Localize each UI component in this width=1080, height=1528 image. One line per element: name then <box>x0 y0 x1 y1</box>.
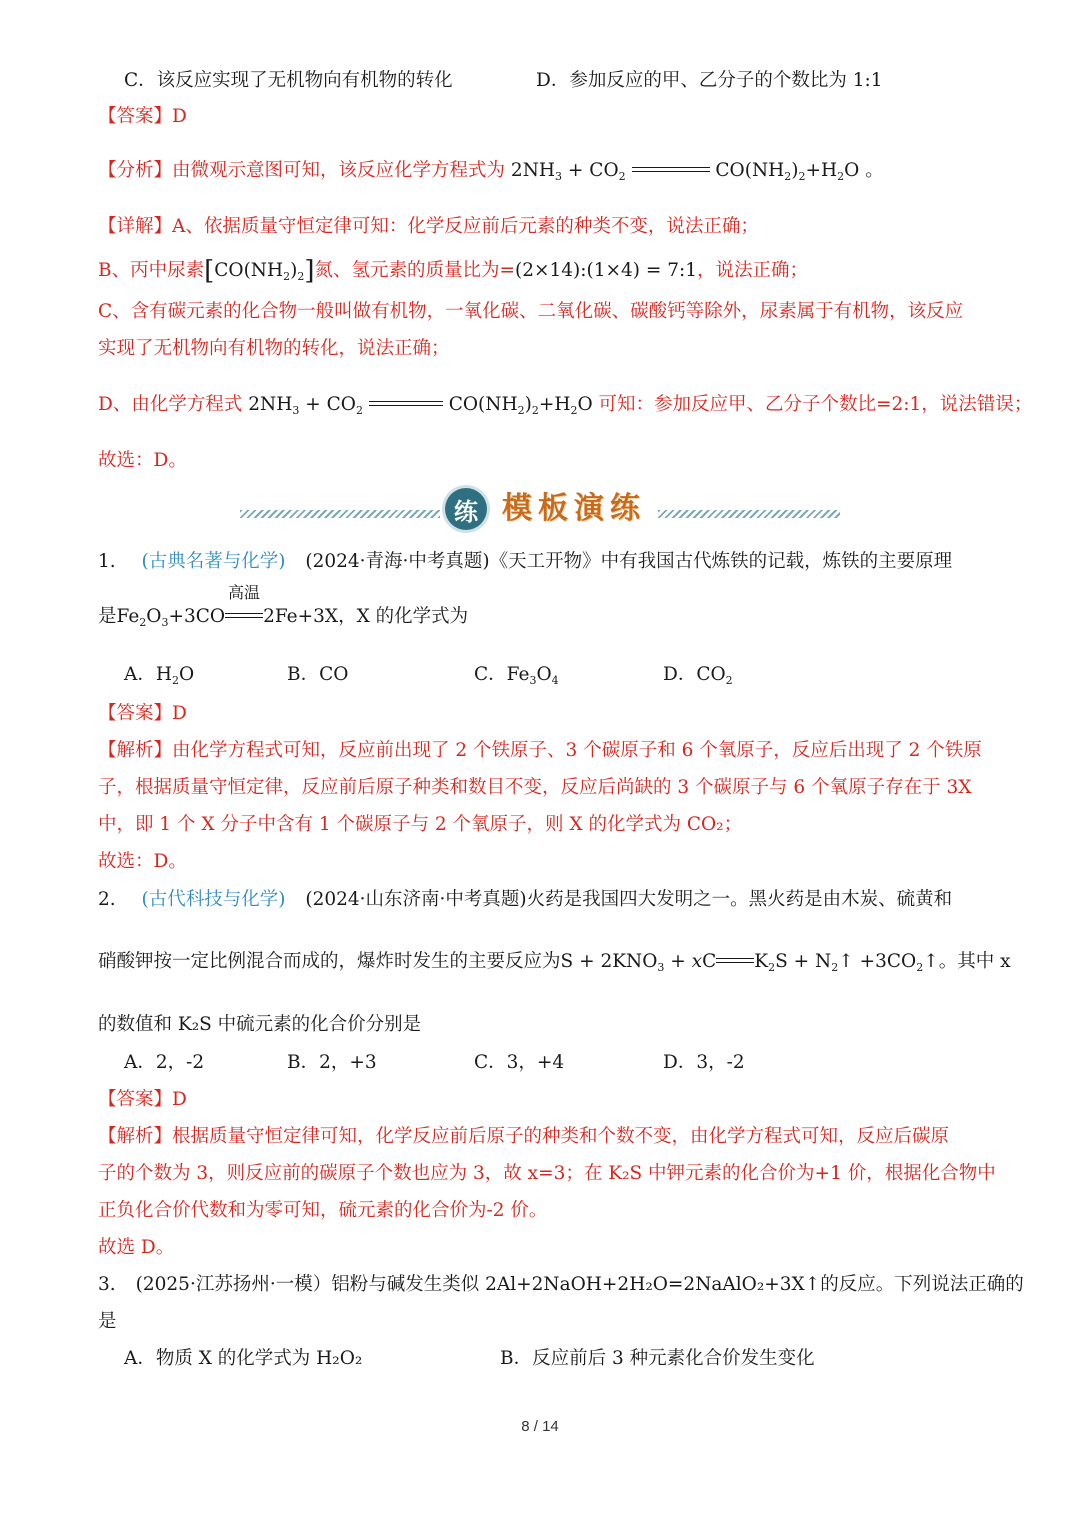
q1-option-b: B．CO <box>287 664 349 685</box>
detail-tag: 【详解】 <box>98 216 173 237</box>
q3-line-1: 3. (2025·江苏扬州·一模）铝粉与碱发生类似 2Al+2NaOH+2H₂O=2NaAlO₂+3X↑的反应。下列说法正确的 <box>98 1274 1024 1295</box>
analysis-text: 由微观示意图可知，该反应化学方程式为 <box>172 160 506 181</box>
q1-line-2: 是$Fe_2O_3+3CO$ 高温 2Fe+3X，X 的化学式为 <box>98 583 469 629</box>
q1-option-a: A．$H_2O$ <box>124 664 195 687</box>
q1-source: (2024·青海·中考真题) <box>305 551 490 572</box>
section-title: 模板演练 <box>502 491 646 526</box>
detail-a: 【详解】A、依据质量守恒定律可知：化学反应前后元素的种类不变，说法正确； <box>98 216 759 237</box>
q2-category-tag: (古代科技与化学) <box>141 889 286 910</box>
q3-option-b: B．反应前后 3 种元素化合价发生变化 <box>500 1348 815 1369</box>
q2-option-d: D．3，-2 <box>663 1052 745 1073</box>
mass-ratio: (2×14):(1×4) = 7:1 <box>515 260 698 281</box>
detail-c-1: C、含有碳元素的化合物一般叫做有机物，一氧化碳、二氧化碳、碳酸钙等除外，尿素属于有机物，该反应 <box>98 301 964 322</box>
prev-option-c: C．该反应实现了无机物向有机物的转化 <box>124 70 453 91</box>
equation-urea-repeat: $2NH_3 + CO_2$ $CO(NH_2)_2+H_2O$ <box>248 394 593 417</box>
q1-equation: $Fe_2O_3+3CO$ 高温 2Fe+3X <box>116 583 339 629</box>
q1-option-c: C．$Fe_3O_4$ <box>474 664 559 687</box>
q2-explanation-3: 正负化合价代数和为零可知，硫元素的化合价为-2 价。 <box>98 1200 548 1221</box>
analysis-tag: 【分析】 <box>98 160 173 181</box>
section-divider-right <box>658 510 840 518</box>
q2-option-a: A．2，-2 <box>124 1052 205 1073</box>
q2-explanation-1: 【解析】根据质量守恒定律可知，化学反应前后原子的种类和个数不变，由化学方程式可知，反应后碳原 <box>98 1126 950 1147</box>
practice-badge-icon: 练 <box>445 488 487 530</box>
q2-line-2: 硝酸钾按一定比例混合而成的，爆炸时发生的主要反应为$S + 2KNO_3$ + xC $K_2S$ + $N_2↑$ $+3CO_2↑$。其中 x <box>98 951 1011 974</box>
prev-option-d: D．参加反应的甲、乙分子的个数比为 1:1 <box>536 70 883 91</box>
prev-answer <box>98 104 187 130</box>
q2-choice: 故选 D。 <box>98 1237 175 1258</box>
equation-equals-sign <box>369 401 443 406</box>
equation-urea: $2NH_3 + CO_2$ $CO(NH_2)_2+H_2O$ <box>510 160 860 183</box>
equation-equals-sign <box>632 167 710 172</box>
q1-explanation-2: 子，根据质量守恒定律，反应前后原子种类和数目不变，反应后尚缺的 3 个碳原子与 6 个氧原子存在于 3X <box>98 777 972 798</box>
q3-option-a: A．物质 X 的化学式为 H₂O₂ <box>124 1348 363 1369</box>
equation-condition: 高温 <box>228 583 261 602</box>
q2-source: (2024·山东济南·中考真题) <box>305 889 527 910</box>
q1-explanation-3: 中，即 1 个 X 分子中含有 1 个碳原子与 2 个氧原子，则 X 的化学式为 CO₂； <box>98 814 743 835</box>
q1-answer: 【答案】D <box>98 703 187 724</box>
q3-line-2: 是 <box>98 1311 117 1332</box>
q2-line-3: 的数值和 K₂S 中硫元素的化合价分别是 <box>98 1014 422 1035</box>
page-number: 8 / 14 <box>521 1418 559 1435</box>
prev-analysis: 【分析】由微观示意图可知，该反应化学方程式为 $2NH_3 + CO_2$ $CO(NH_2)_2+H_2O$ 。 <box>98 160 884 183</box>
answer-value: D <box>172 106 187 127</box>
q2-option-c: C．3，+4 <box>474 1052 565 1073</box>
q2-option-b: B．2，+3 <box>287 1052 377 1073</box>
detail-c-2: 实现了无机物向有机物的转化，说法正确； <box>98 338 450 359</box>
urea-formula: $[CO(NH_2)_2]$ <box>204 256 315 286</box>
q1-option-d: D．$CO_2$ <box>663 664 733 687</box>
section-divider-left <box>240 510 440 518</box>
q1-explanation-1: 【解析】由化学方程式可知，反应前出现了 2 个铁原子、3 个碳原子和 6 个氧原子，反应后出现了 2 个铁原 <box>98 740 982 761</box>
detail-d: D、由化学方程式 $2NH_3 + CO_2$ $CO(NH_2)_2+H_2O$ 可知：参加反应甲、乙分子个数比=2:1，说法错误； <box>98 394 1033 417</box>
q2-explanation-2: 子的个数为 3，则反应前的碳原子个数也应为 3，故 x=3；在 K₂S 中钾元素的化合价为+1 价，根据化合物中 <box>98 1163 996 1184</box>
q2-line-1: 2. (古代科技与化学) (2024·山东济南·中考真题)火药是我国四大发明之一。黑火药是由木炭、硫黄和 <box>98 889 953 910</box>
q1-category-tag: (古典名著与化学) <box>141 551 286 572</box>
detail-b: B、丙中尿素$[CO(NH_2)_2]$氮、氢元素的质量比为=(2×14):(1×4) = 7:1，说法正确； <box>98 256 809 286</box>
q2-equation: $S + 2KNO_3$ + xC $K_2S$ + $N_2↑$ $+3CO_2↑$ <box>560 951 939 974</box>
prev-choice: 故选：D。 <box>98 450 187 471</box>
answer-tag: 【答案】 <box>98 106 173 127</box>
section-header <box>240 486 840 532</box>
q2-answer: 【答案】D <box>98 1089 187 1110</box>
q1-line-1: 1. (古典名著与化学) (2024·青海·中考真题)《天工开物》中有我国古代炼铁的记载，炼铁的主要原理 <box>98 551 953 572</box>
q1-number: 1. <box>98 551 116 572</box>
q1-choice: 故选：D。 <box>98 851 187 872</box>
